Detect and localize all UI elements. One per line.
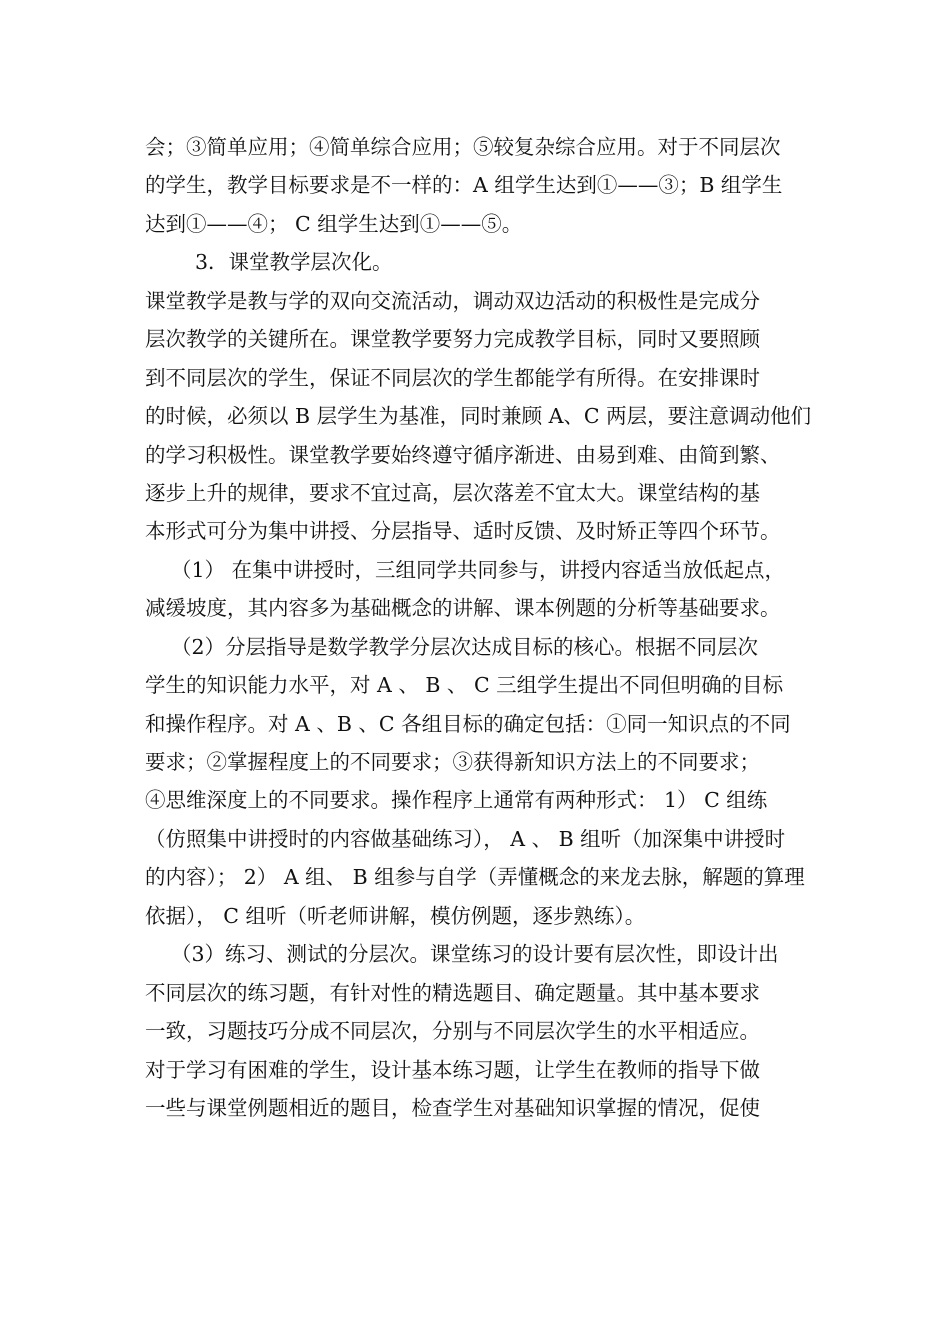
- text-line: 课堂教学是教与学的双向交流活动，调动双边活动的积极性是完成分: [145, 288, 760, 313]
- text-line: 一致，习题技巧分成不同层次，分别与不同层次学生的水平相适应。: [145, 1019, 760, 1044]
- text-line: 的学习积极性。课堂教学要始终遵守循序渐进、由易到难、由简到繁、: [145, 442, 781, 467]
- text-line: 要求；②掌握程度上的不同要求；③获得新知识方法上的不同要求；: [145, 750, 760, 774]
- text-line: 学生的知识能力水平，对 A 、 B 、 C 三组学生提出不同但明确的目标: [145, 673, 784, 698]
- text-line: 达到①——④； C 组学生达到①——⑤。: [145, 211, 523, 236]
- text-line: 一些与课堂例题相近的题目，检查学生对基础知识掌握的情况，促使: [145, 1095, 760, 1120]
- text-line: 对于学习有困难的学生，设计基本练习题，让学生在教师的指导下做: [145, 1057, 760, 1082]
- text-line: （2）分层指导是数学教学分层次达成目标的核心。根据不同层次: [171, 634, 759, 659]
- text-line: 的内容）； 2） A 组、 B 组参与自学（弄懂概念的来龙去脉，解题的算理: [145, 865, 805, 890]
- text-line: 和操作程序。对 A 、B 、C 各组目标的确定包括：①同一知识点的不同: [145, 711, 791, 736]
- text-line: （仿照集中讲授时的内容做基础练习）， A 、 B 组听（加深集中讲授时: [145, 826, 786, 851]
- text-line: （1） 在集中讲授时，三组同学共同参与，讲授内容适当放低起点，: [171, 557, 786, 582]
- text-line: （3）练习、测试的分层次。课堂练习的设计要有层次性，即设计出: [171, 942, 779, 967]
- text-line: 到不同层次的学生，保证不同层次的学生都能学有所得。在安排课时: [145, 365, 760, 390]
- text-line: 的时候，必须以 B 层学生为基准，同时兼顾 A、C 两层，要注意调动他们: [145, 404, 812, 429]
- text-line: 依据）， C 组听（听老师讲解，模仿例题，逐步熟练）。: [145, 903, 646, 928]
- text-line: 减缓坡度，其内容多为基础概念的讲解、课本例题的分析等基础要求。: [145, 596, 781, 621]
- text-line: 层次教学的关键所在。课堂教学要努力完成教学目标，同时又要照顾: [145, 327, 760, 352]
- section-heading: 3．课堂教学层次化。: [195, 250, 393, 275]
- text-line: 会；③简单应用；④简单综合应用；⑤较复杂综合应用。对于不同层次: [145, 135, 781, 159]
- text-line: ④思维深度上的不同要求。操作程序上通常有两种形式： 1） C 组练: [145, 788, 768, 813]
- text-line: 逐步上升的规律，要求不宜过高，层次落差不宜太大。课堂结构的基: [145, 480, 760, 505]
- text-line: 本形式可分为集中讲授、分层指导、适时反馈、及时矫正等四个环节。: [145, 519, 781, 544]
- body-text: [145, 128, 820, 1127]
- text-line: 的学生，教学目标要求是不一样的：A 组学生达到①——③；B 组学生: [145, 173, 783, 198]
- text-line: 不同层次的练习题，有针对性的精选题目、确定题量。其中基本要求: [145, 980, 760, 1005]
